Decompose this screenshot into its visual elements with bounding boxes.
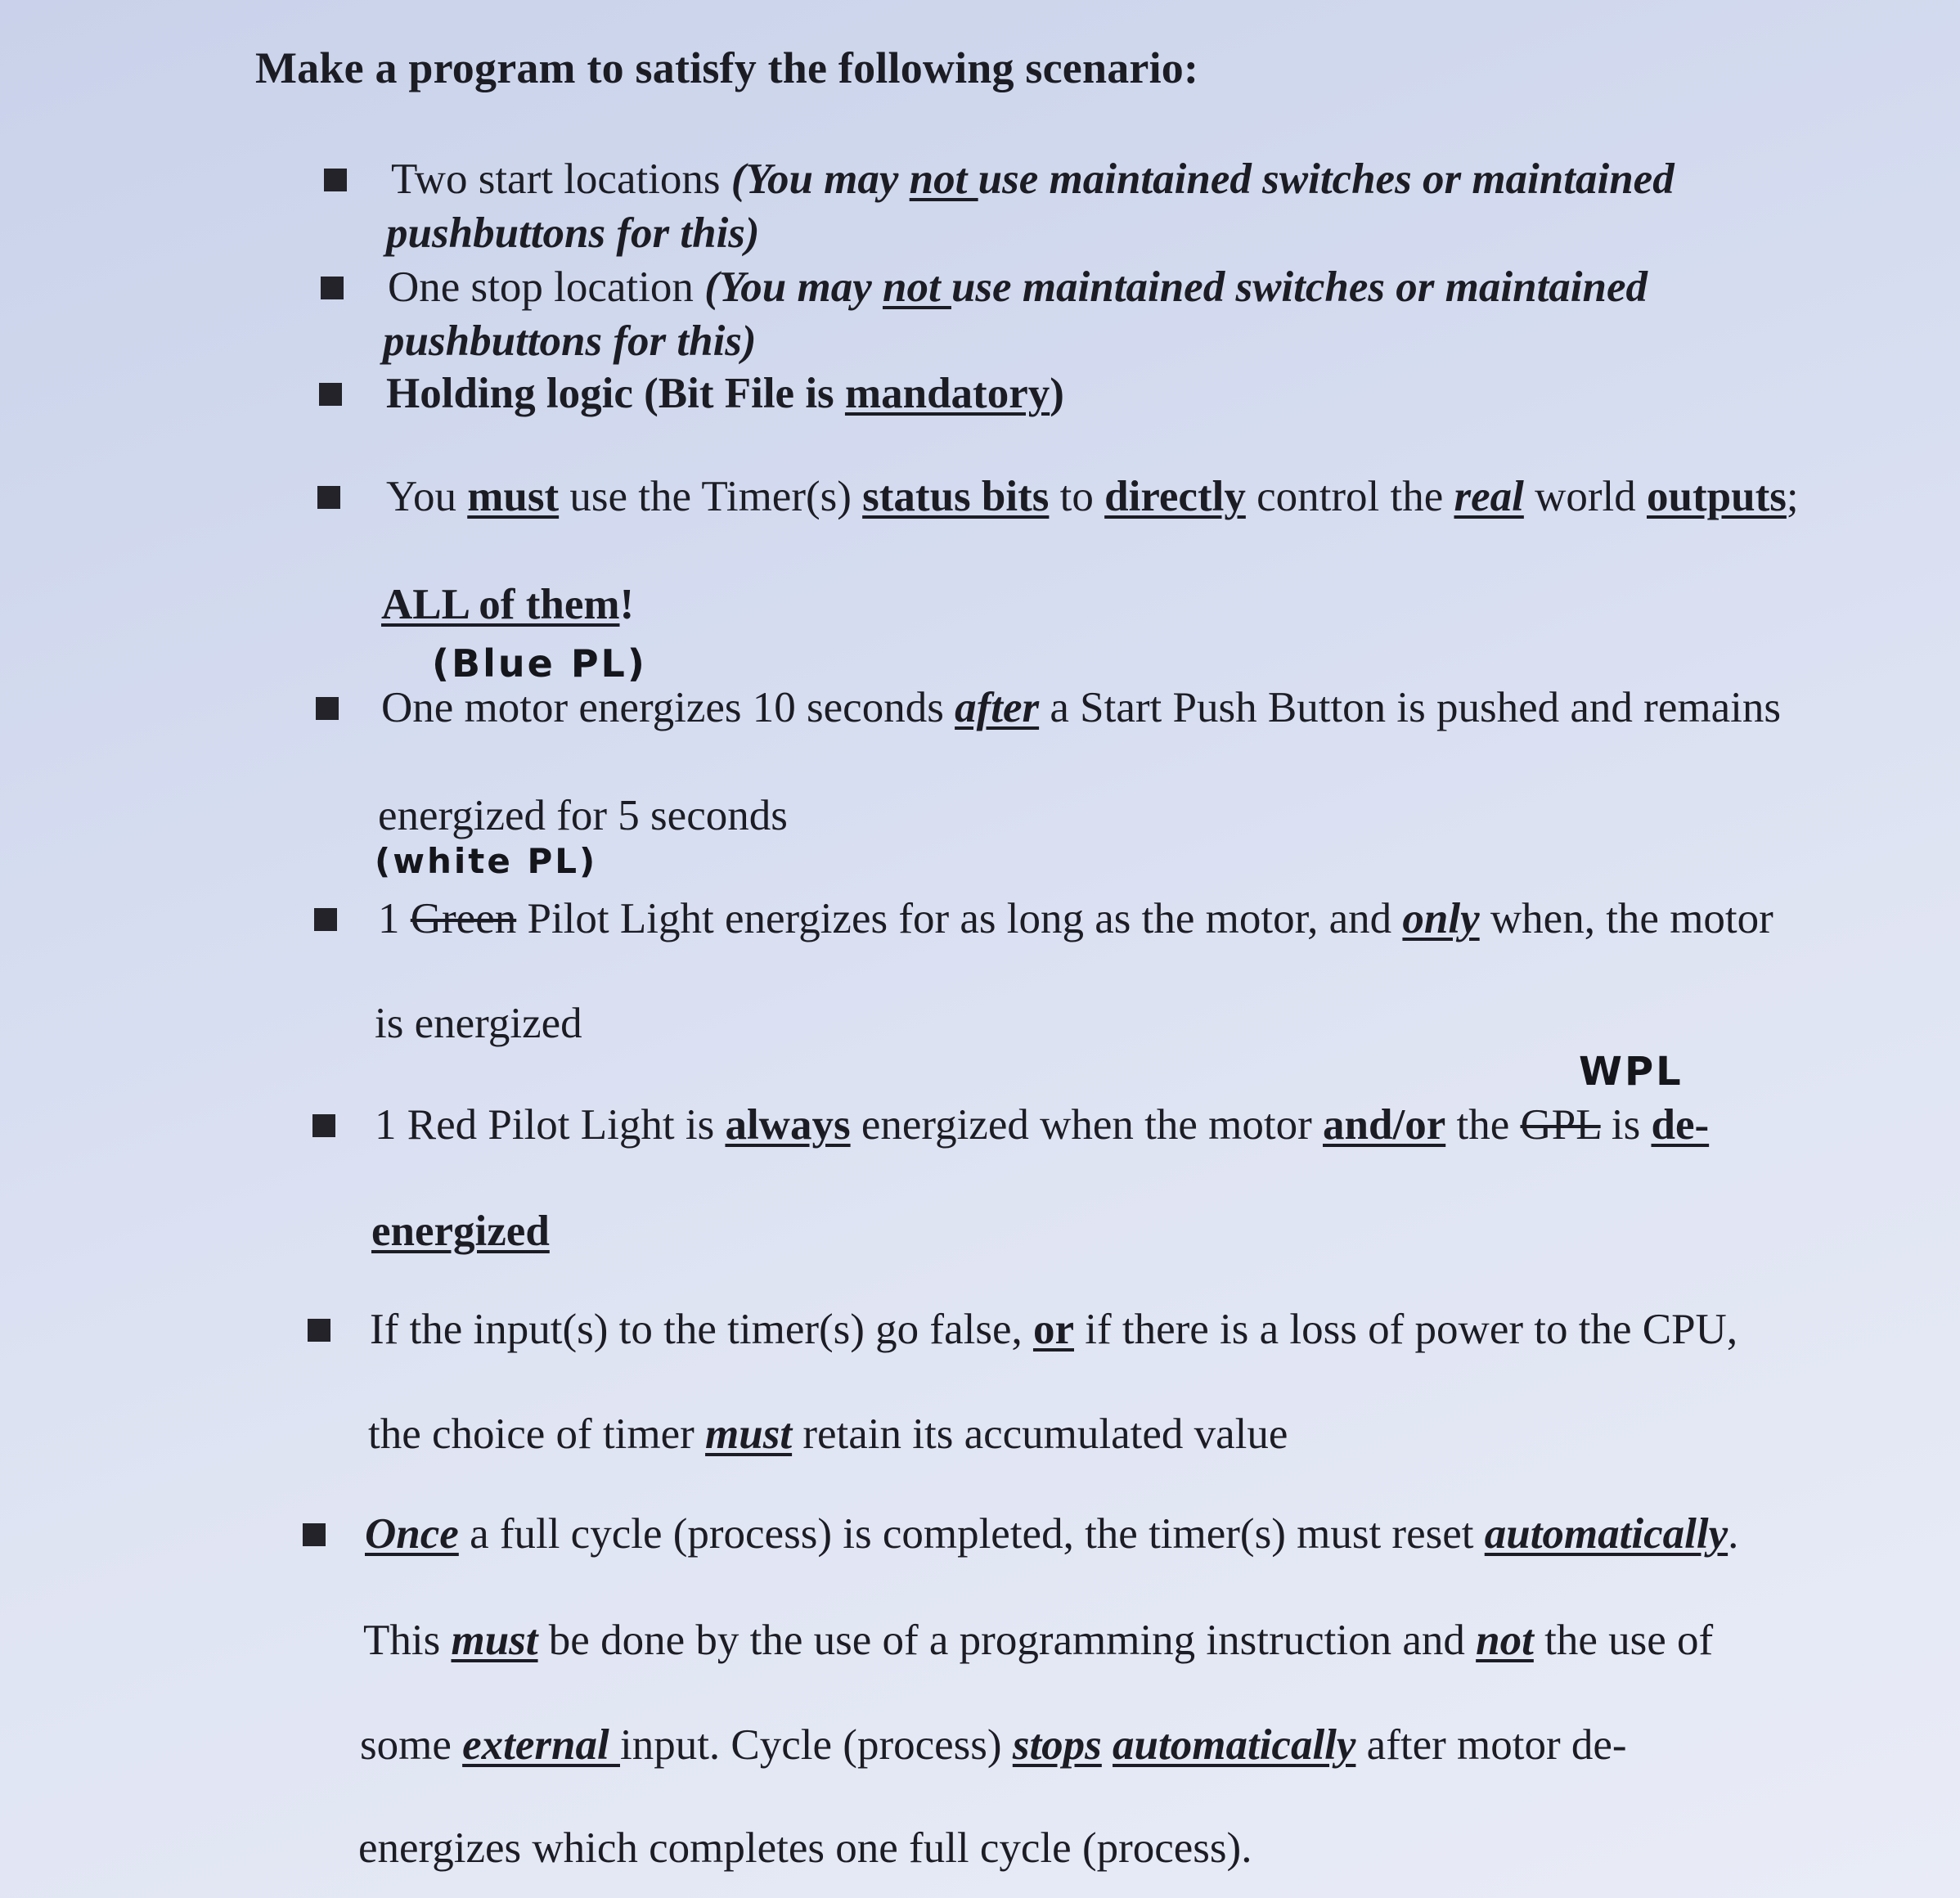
item-holding-logic [386,367,1064,421]
emphasis-stops: stops [1012,1721,1102,1769]
item-text: be done by the use of a programming instruction and [537,1617,1477,1664]
item-text: the use of [1533,1617,1714,1664]
emphasis-not: not [909,155,978,203]
item-text: Holding logic (Bit File is [386,370,845,417]
struck-word-gpl: GPL [1520,1101,1601,1149]
item-text: retain its accumulated value [792,1410,1288,1458]
item-text: . [1728,1510,1739,1558]
bullet-icon [314,908,337,931]
item-start-locations [391,152,1675,206]
bullet-icon [303,1523,326,1546]
emphasis-not: not [1476,1617,1534,1664]
item-text: ; [1786,473,1799,520]
bullet-icon [316,697,339,720]
item-text: ) [1050,370,1064,417]
item-text: the choice of timer [368,1410,706,1458]
item-text: This [363,1617,452,1664]
item-text: to [1049,473,1105,520]
item-text: a Start Push Button is pushed and remains [1039,684,1781,731]
bullet-icon [317,486,340,509]
item-reset-line4: energizes which completes one full cycle (process). [358,1824,1252,1872]
emphasis-only: only [1402,895,1480,942]
emphasis-or: or [1032,1306,1074,1353]
item-text: if there is a loss of power to the CPU, [1074,1306,1738,1353]
item-text: control the [1245,473,1454,520]
bullet-icon [319,383,342,406]
item-pilot-light [378,892,1773,946]
item-text: One stop location [388,263,705,311]
emphasis-status-bits: status bits [862,473,1050,520]
item-stop-location [388,260,1648,314]
bullet-icon [321,277,344,299]
emphasis-not: not [883,263,951,311]
item-red-pilot-light [375,1098,1709,1152]
item-text: use maintained switches or maintained [978,155,1675,203]
item-timer-status-bits-line2 [381,578,634,632]
emphasis-de: de- [1651,1101,1710,1149]
item-text: is [1600,1101,1652,1149]
emphasis-external: external [462,1721,620,1769]
item-red-pilot-light-line2: energized [371,1208,550,1255]
handwritten-note-wpl: WPL [1579,1049,1684,1095]
item-text: You [386,473,468,520]
item-text: world [1523,473,1647,520]
item-text: 1 [378,895,411,942]
item-reset-line2 [363,1613,1713,1667]
item-text: (You may [704,263,883,311]
emphasis-after: after [955,684,1040,731]
handwritten-note-white-pl: (white PL) [375,841,598,881]
item-text: Two start locations [391,155,731,203]
item-text: energized when the motor [850,1101,1324,1149]
item-text [1102,1721,1113,1769]
item-text: ! [619,581,635,628]
item-motor-energizes-line2: energized for 5 seconds [378,792,788,839]
item-stop-location-line2: pushbuttons for this) [383,317,757,365]
item-text: use maintained switches or maintained [951,263,1648,311]
emphasis-must: must [705,1410,793,1458]
item-text: One motor energizes 10 seconds [381,684,955,731]
item-text: If the input(s) to the timer(s) go false, [370,1306,1033,1353]
emphasis-must: must [467,473,560,520]
emphasis-and-or: and/or [1323,1101,1446,1149]
bullet-icon [324,169,347,191]
emphasis-outputs: outputs [1647,473,1787,520]
item-text: (You may [731,155,910,203]
item-text: 1 Red Pilot Light is [375,1101,726,1149]
item-motor-energizes [381,681,1781,735]
item-text: the [1445,1101,1521,1149]
item-timer-status-bits [386,470,1799,524]
item-text: input. Cycle (process) [619,1721,1013,1769]
emphasis-automatically: automatically [1113,1721,1356,1769]
item-text: use the Timer(s) [559,473,863,520]
item-reset-automatically [365,1507,1738,1561]
item-reset-line3 [360,1718,1627,1772]
emphasis-automatically: automatically [1484,1510,1728,1558]
emphasis-must: must [451,1617,538,1664]
emphasis-all-of-them: ALL of them [381,581,620,628]
page-heading: Make a program to satisfy the following scenario: [255,43,1199,92]
item-retain-value-line2 [368,1407,1288,1461]
item-text: some [360,1721,463,1769]
bullet-icon [308,1319,330,1342]
emphasis-always: always [725,1101,851,1149]
emphasis-directly: directly [1104,473,1246,520]
emphasis-mandatory: mandatory [844,370,1050,417]
item-text: after motor de- [1355,1721,1627,1769]
item-start-locations-line2: pushbuttons for this) [386,209,760,257]
bullet-icon [312,1114,335,1137]
emphasis-once: Once [365,1510,459,1558]
struck-word-green: Green [410,895,517,942]
handwritten-note-blue-pl: (Blue PL) [432,641,647,686]
item-text: a full cycle (process) is completed, the timer(s) must reset [458,1510,1485,1558]
item-pilot-light-line2: is energized [375,1000,582,1047]
emphasis-real: real [1454,473,1524,520]
item-text: Pilot Light energizes for as long as the motor, and [516,895,1403,942]
item-retain-value [370,1302,1737,1356]
item-text: when, the motor [1479,895,1773,942]
